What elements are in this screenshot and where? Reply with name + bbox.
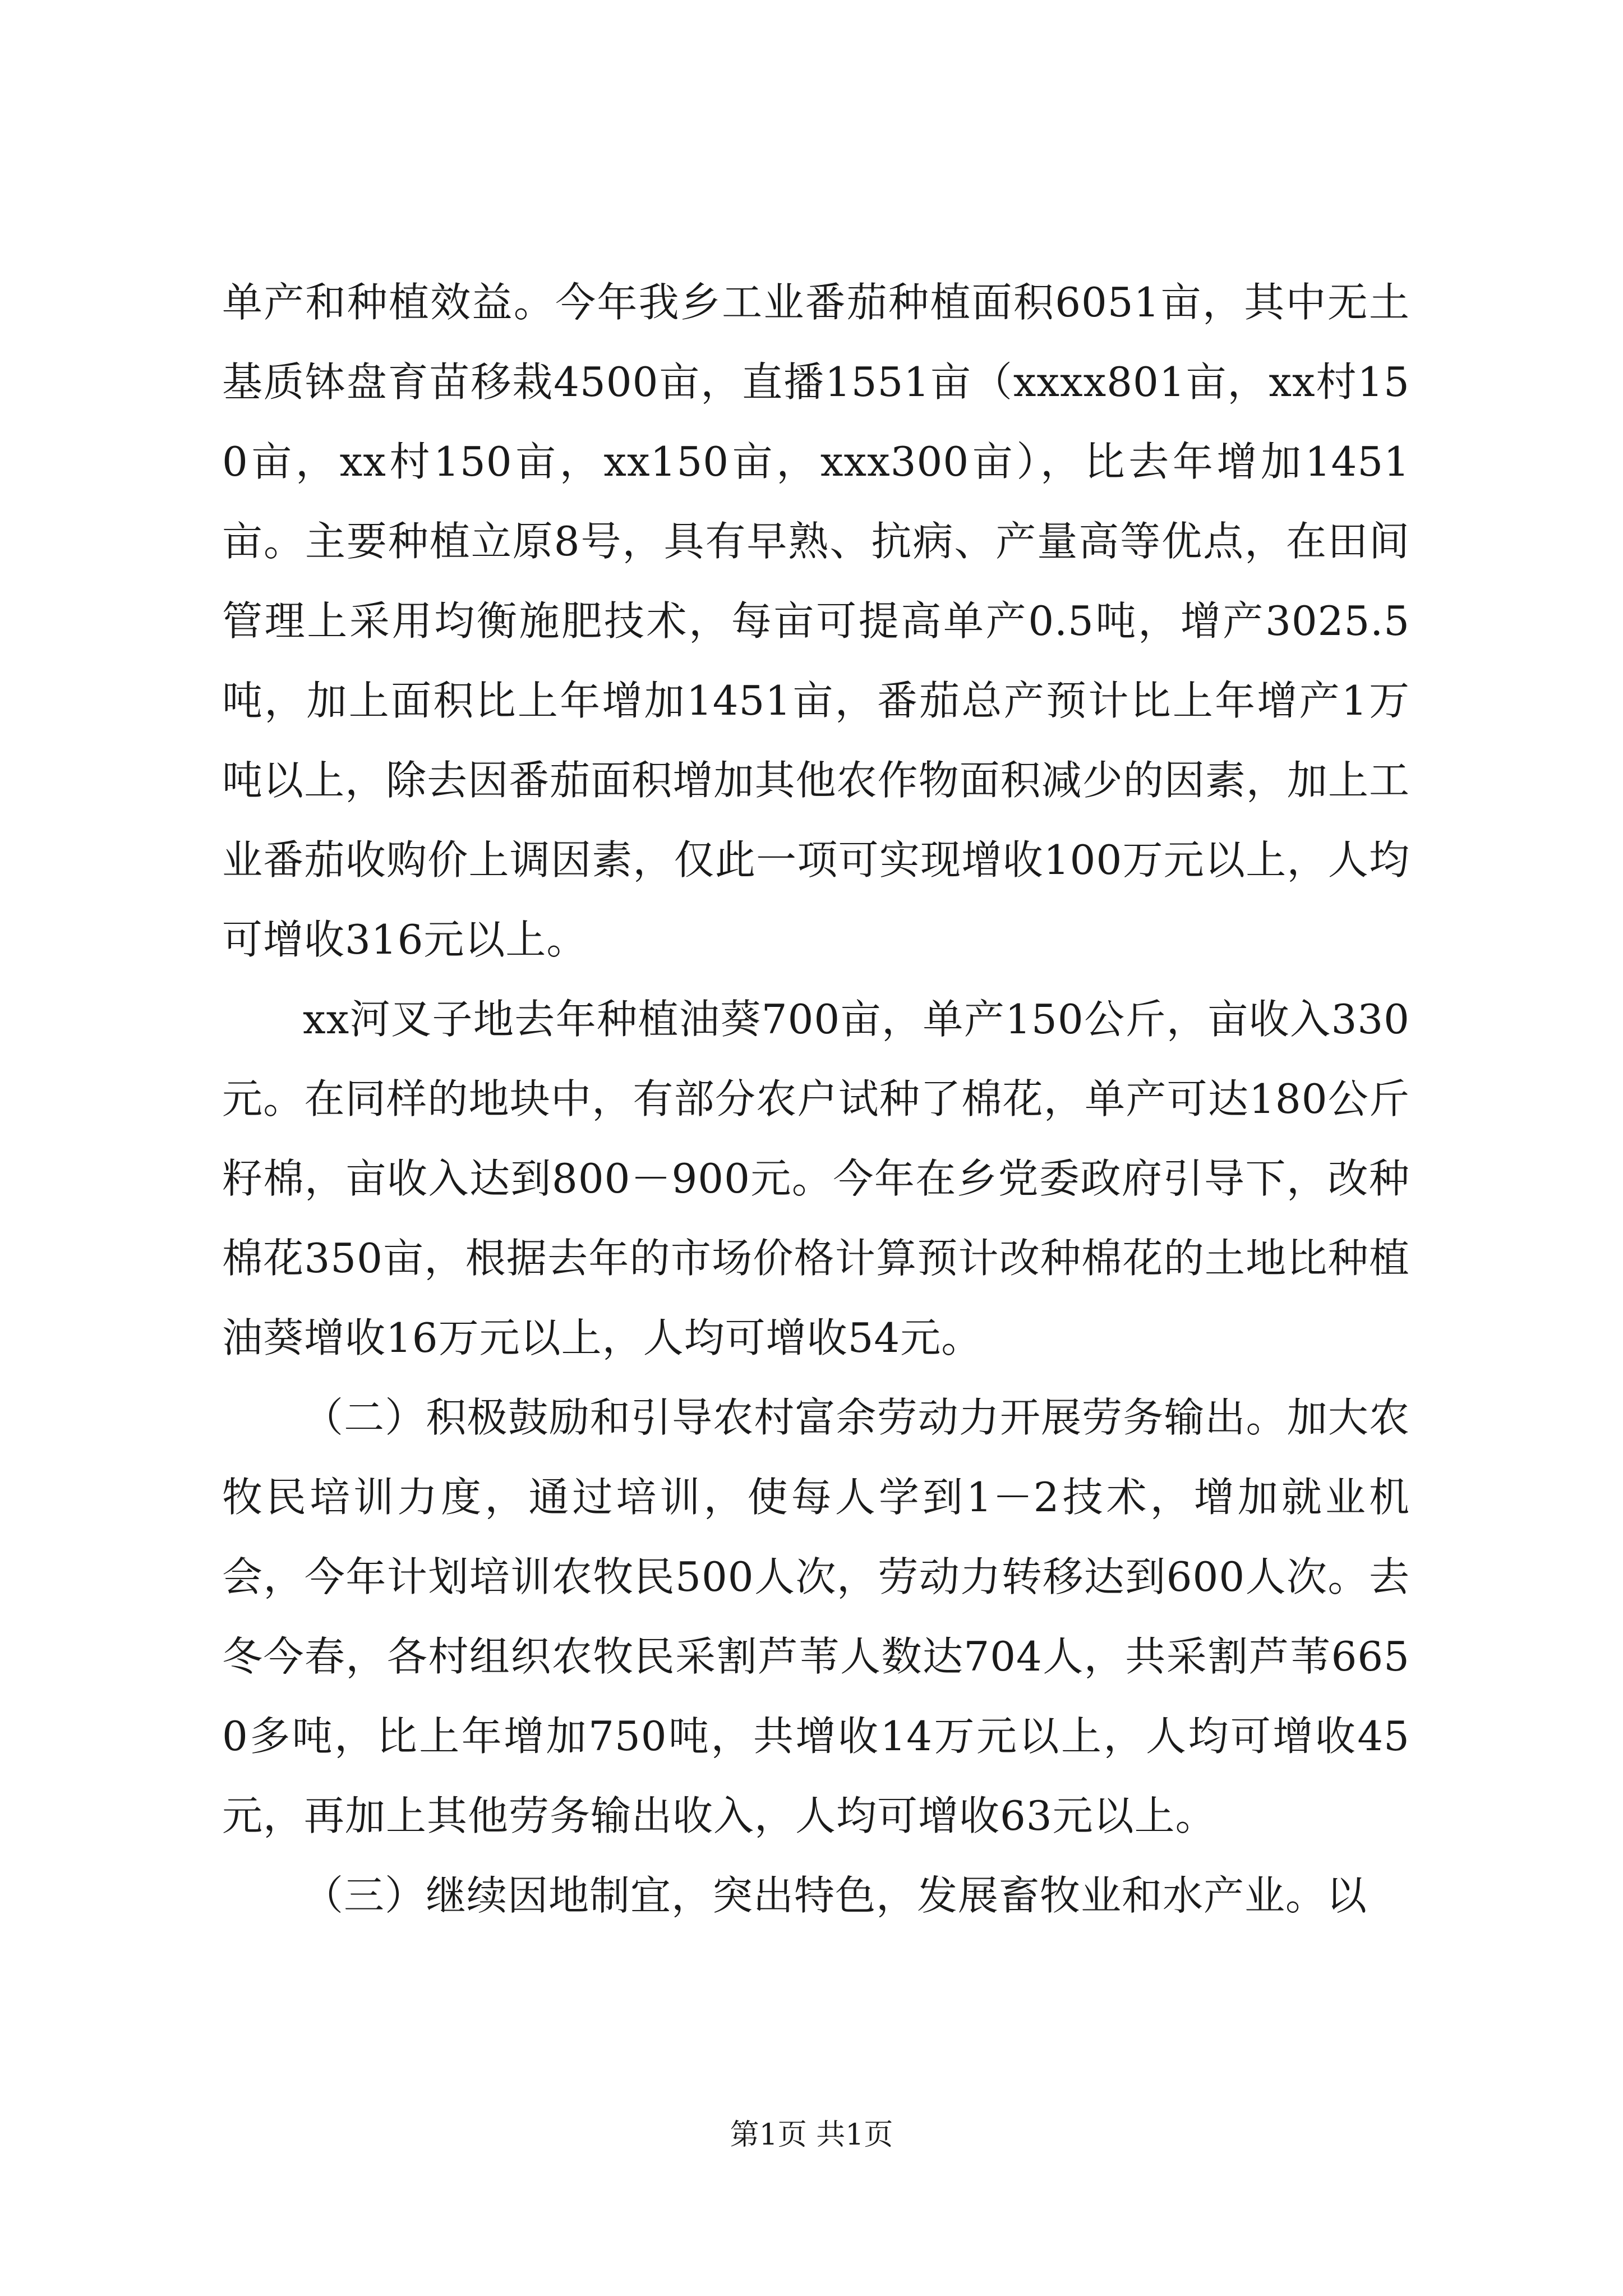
paragraph-labor-export: （二）积极鼓励和引导农村富余劳动力开展劳务输出。加大农牧民培训力度，通过培训，使每人学到1－2技术，增加就业机会，今年计划培训农牧民500人次，劳动力转移达到600人次。去冬今春，各村组织农牧民采割芦苇人数达704人，共采割芦苇6650多吨，比上年增加750吨，共增收14万元以上，人均可增收45元，再加上其他劳务输出收入，人均可增收63元以上。 [222,1394,1410,1839]
paragraph-tomato-yield: 单产和种植效益。今年我乡工业番茄种植面积6051亩，其中无土基质钵盘育苗移栽4500亩，直播1551亩（xxxx801亩，xx村150亩，xx村150亩，xx150亩，xxx300亩），比去年增加1451亩。主要种植立原8号，具有早熟、抗病、产量高等优点，在田间管理上采用均衡施肥技术，每亩可提高单产0.5吨，增产3025.5吨，加上面积比上年增加1451亩，番茄总产预计比上年增产1万吨以上，除去因番茄面积增加其他农作物面积减少的因素，加上工业番茄收购价上调因素，仅此一项可实现增收100万元以上，人均可增收316元以上。 [222,279,1410,963]
paragraph-livestock-aquaculture: （三）继续因地制宜，突出特色，发展畜牧业和水产业。以 [303,1872,1368,1919]
document-body [222,263,1410,1935]
page-footer: 第1页 共1页 [730,2118,893,2152]
paragraph-cotton-replanting: xx河叉子地去年种植油葵700亩，单产150公斤，亩收入330元。在同样的地块中，有部分农户试种了棉花，单产可达180公斤籽棉，亩收入达到800－900元。今年在乡党委政府引导下，改种棉花350亩，根据去年的市场价格计算预计改种棉花的土地比种植油葵增收16万元以上，人均可增收54元。 [222,996,1410,1361]
